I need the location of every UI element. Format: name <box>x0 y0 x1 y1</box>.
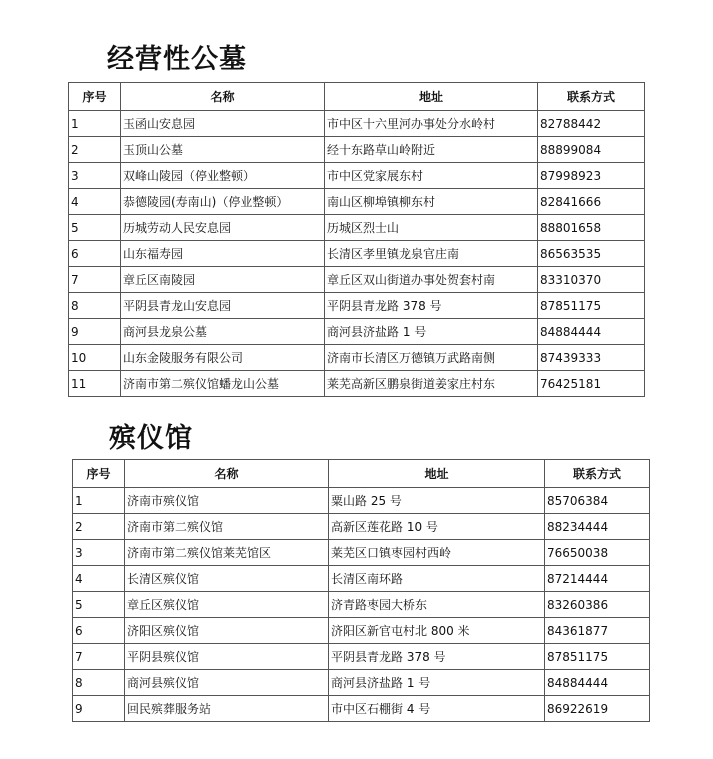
cell-contact: 76425181 <box>538 371 645 397</box>
column-header-contact: 联系方式 <box>545 460 650 488</box>
section-title-funeral-homes: 殡仪馆 <box>109 423 193 454</box>
cell-contact: 82841666 <box>538 189 645 215</box>
cell-address: 商河县济盐路 1 号 <box>325 319 538 345</box>
cemetery-table <box>68 82 645 397</box>
table-row <box>69 345 645 371</box>
cell-address: 历城区烈士山 <box>325 215 538 241</box>
cell-name: 平阴县青龙山安息园 <box>121 293 325 319</box>
table-row <box>69 137 645 163</box>
table-row <box>69 371 645 397</box>
cell-name: 济南市殡仪馆 <box>125 488 329 514</box>
cell-address: 市中区十六里河办事处分水岭村 <box>325 111 538 137</box>
table-row <box>69 163 645 189</box>
cell-index: 11 <box>69 371 121 397</box>
table-row <box>73 514 650 540</box>
cell-index: 5 <box>73 592 125 618</box>
cell-address: 章丘区双山街道办事处贺套村南 <box>325 267 538 293</box>
column-header-index: 序号 <box>73 460 125 488</box>
cell-index: 1 <box>73 488 125 514</box>
cell-name: 济南市第二殡仪馆莱芜馆区 <box>125 540 329 566</box>
table-row <box>69 267 645 293</box>
cell-index: 9 <box>73 696 125 722</box>
cell-index: 9 <box>69 319 121 345</box>
cell-name: 章丘区南陵园 <box>121 267 325 293</box>
cell-index: 8 <box>69 293 121 319</box>
cell-index: 2 <box>73 514 125 540</box>
cell-contact: 84884444 <box>545 670 650 696</box>
cell-name: 回民殡葬服务站 <box>125 696 329 722</box>
table-row <box>69 111 645 137</box>
table-row <box>73 592 650 618</box>
cell-name: 山东福寿园 <box>121 241 325 267</box>
cell-address: 平阴县青龙路 378 号 <box>325 293 538 319</box>
cell-name: 山东金陵服务有限公司 <box>121 345 325 371</box>
cell-index: 7 <box>73 644 125 670</box>
table-row <box>73 670 650 696</box>
column-header-name: 名称 <box>121 83 325 111</box>
cell-address: 南山区柳埠镇柳东村 <box>325 189 538 215</box>
cell-contact: 87439333 <box>538 345 645 371</box>
cell-address: 莱芜区口镇枣园村西岭 <box>329 540 545 566</box>
cell-contact: 88234444 <box>545 514 650 540</box>
column-header-contact: 联系方式 <box>538 83 645 111</box>
table-row <box>69 293 645 319</box>
cell-name: 平阴县殡仪馆 <box>125 644 329 670</box>
cell-address: 商河县济盐路 1 号 <box>329 670 545 696</box>
table-row <box>73 488 650 514</box>
cell-name: 章丘区殡仪馆 <box>125 592 329 618</box>
cell-contact: 87851175 <box>538 293 645 319</box>
table-row <box>73 644 650 670</box>
cell-name: 长清区殡仪馆 <box>125 566 329 592</box>
cell-index: 8 <box>73 670 125 696</box>
cell-address: 粟山路 25 号 <box>329 488 545 514</box>
table-row <box>69 241 645 267</box>
cell-contact: 84361877 <box>545 618 650 644</box>
cell-name: 商河县殡仪馆 <box>125 670 329 696</box>
cell-address: 济阳区新官屯村北 800 米 <box>329 618 545 644</box>
column-header-address: 地址 <box>325 83 538 111</box>
cell-contact: 86922619 <box>545 696 650 722</box>
table-row <box>73 566 650 592</box>
cell-address: 长清区南环路 <box>329 566 545 592</box>
cell-contact: 83260386 <box>545 592 650 618</box>
cell-name: 玉顶山公墓 <box>121 137 325 163</box>
cell-contact: 87214444 <box>545 566 650 592</box>
cell-address: 济青路枣园大桥东 <box>329 592 545 618</box>
cell-address: 高新区莲花路 10 号 <box>329 514 545 540</box>
cell-index: 4 <box>69 189 121 215</box>
cell-contact: 87851175 <box>545 644 650 670</box>
column-header-index: 序号 <box>69 83 121 111</box>
cell-contact: 85706384 <box>545 488 650 514</box>
cell-name: 商河县龙泉公墓 <box>121 319 325 345</box>
table-header-row <box>73 460 650 488</box>
cell-index: 2 <box>69 137 121 163</box>
cell-address: 市中区石棚街 4 号 <box>329 696 545 722</box>
table-row <box>69 319 645 345</box>
table-row <box>69 189 645 215</box>
cell-address: 平阴县青龙路 378 号 <box>329 644 545 670</box>
cell-address: 长清区孝里镇龙泉官庄南 <box>325 241 538 267</box>
table-header-row <box>69 83 645 111</box>
cell-name: 济南市第二殡仪馆 <box>125 514 329 540</box>
cell-contact: 88899084 <box>538 137 645 163</box>
table-row <box>73 618 650 644</box>
cell-index: 4 <box>73 566 125 592</box>
cell-contact: 87998923 <box>538 163 645 189</box>
cell-contact: 82788442 <box>538 111 645 137</box>
column-header-address: 地址 <box>329 460 545 488</box>
cell-address: 济南市长清区万德镇万武路南侧 <box>325 345 538 371</box>
cell-name: 济南市第二殡仪馆蟠龙山公墓 <box>121 371 325 397</box>
table-row <box>69 215 645 241</box>
cell-address: 市中区党家展东村 <box>325 163 538 189</box>
cell-contact: 84884444 <box>538 319 645 345</box>
cell-contact: 76650038 <box>545 540 650 566</box>
cell-index: 3 <box>73 540 125 566</box>
cell-contact: 83310370 <box>538 267 645 293</box>
cell-index: 1 <box>69 111 121 137</box>
table-row <box>73 696 650 722</box>
column-header-name: 名称 <box>125 460 329 488</box>
cell-index: 7 <box>69 267 121 293</box>
cell-address: 莱芜高新区鹏泉街道姜家庄村东 <box>325 371 538 397</box>
funeral-home-table <box>72 459 650 722</box>
cell-name: 历城劳动人民安息园 <box>121 215 325 241</box>
cell-name: 玉函山安息园 <box>121 111 325 137</box>
table-row <box>73 540 650 566</box>
section-title-cemeteries: 经营性公墓 <box>107 44 247 75</box>
cell-address: 经十东路草山岭附近 <box>325 137 538 163</box>
cell-index: 3 <box>69 163 121 189</box>
cell-index: 5 <box>69 215 121 241</box>
cell-name: 恭德陵园(寿南山)（停业整顿） <box>121 189 325 215</box>
cell-index: 6 <box>69 241 121 267</box>
cell-index: 10 <box>69 345 121 371</box>
cell-index: 6 <box>73 618 125 644</box>
cell-contact: 86563535 <box>538 241 645 267</box>
cell-contact: 88801658 <box>538 215 645 241</box>
cell-name: 双峰山陵园（停业整顿） <box>121 163 325 189</box>
cell-name: 济阳区殡仪馆 <box>125 618 329 644</box>
